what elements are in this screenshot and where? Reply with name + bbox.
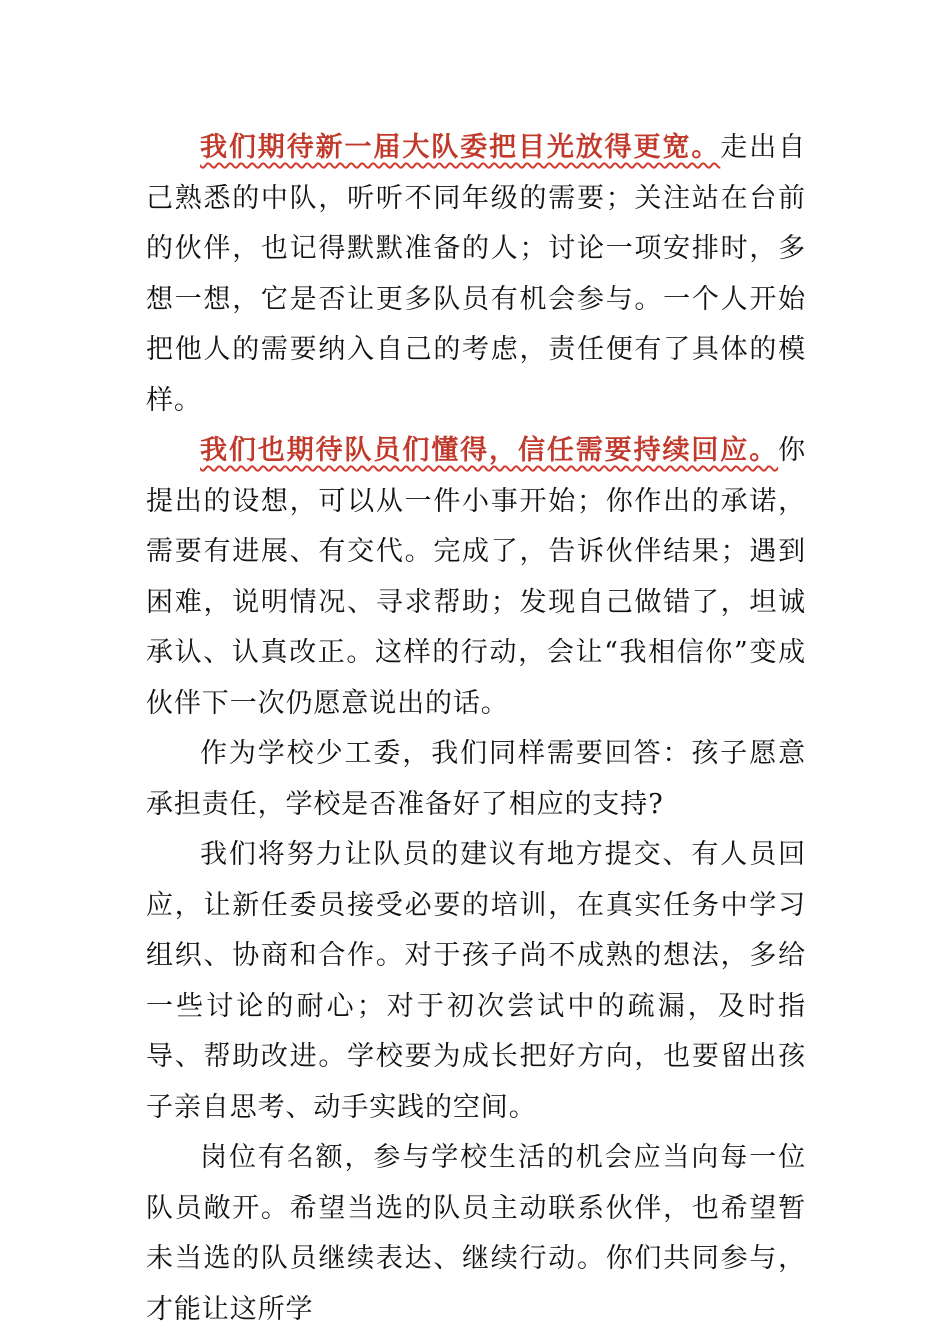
paragraph-1-highlight: 我们期待新一届大队委把目光放得更宽。 xyxy=(200,132,721,163)
paragraph-5 xyxy=(146,1133,806,1335)
paragraph-1 xyxy=(146,123,806,426)
paragraph-2-text: 你提出的设想，可以从一件小事开始；你作出的承诺，需要有进展、有交代。完成了，告诉伙伴结果；遇到困难，说明情况、寻求帮助；发现自己做错了，坦诚承认、认真改正。这样的行动，会让“我相信你”变成伙伴下一次仍愿意说出的话。 xyxy=(146,435,806,719)
paragraph-3-text: 作为学校少工委，我们同样需要回答：孩子愿意承担责任，学校是否准备好了相应的支持? xyxy=(146,738,806,820)
paragraph-2-highlight: 我们也期待队员们懂得，信任需要持续回应。 xyxy=(200,435,779,466)
paragraph-4-text: 我们将努力让队员的建议有地方提交、有人员回应，让新任委员接受必要的培训，在真实任务中学习组织、协商和合作。对于孩子尚不成熟的想法，多给一些讨论的耐心；对于初次尝试中的疏漏，及时指导、帮助改进。学校要为成长把好方向，也要留出孩子亲自思考、动手实践的空间。 xyxy=(146,839,806,1123)
paragraph-3 xyxy=(146,729,806,830)
paragraph-4 xyxy=(146,830,806,1133)
paragraph-1-text: 走出自己熟悉的中队，听听不同年级的需要；关注站在台前的伙伴，也记得默默准备的人；讨论一项安排时，多想一想，它是否让更多队员有机会参与。一个人开始把他人的需要纳入自己的考虑，责任便有了具体的模样。 xyxy=(146,132,807,416)
document-body xyxy=(146,123,806,1335)
paragraph-2 xyxy=(146,426,806,729)
paragraph-5-text: 岗位有名额，参与学校生活的机会应当向每一位队员敞开。希望当选的队员主动联系伙伴，也希望暂未当选的队员继续表达、继续行动。你们共同参与，才能让这所学 xyxy=(146,1142,806,1325)
